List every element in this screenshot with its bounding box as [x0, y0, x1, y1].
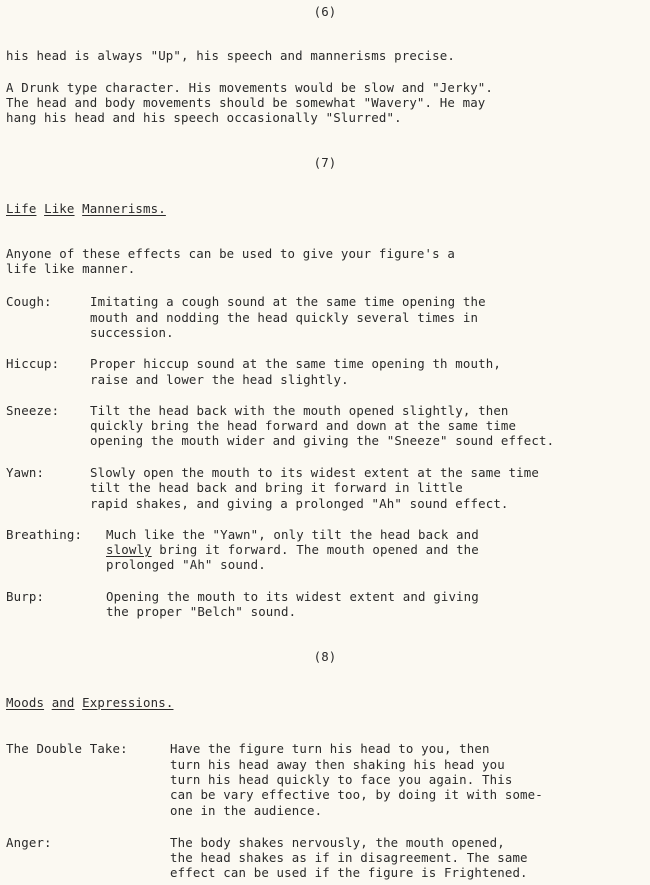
section-number-7: (7) [313, 155, 337, 170]
definition-line: quickly bring the head forward and down at the same time [90, 418, 517, 433]
section-number-8: (8) [313, 649, 337, 664]
definition-line: succession. [90, 325, 174, 340]
term-label-cough: Cough: [6, 294, 52, 309]
definition-line: the head shakes as if in disagreement. The same [170, 850, 528, 865]
heading-word: and [51, 695, 75, 710]
definition-line: Slowly open the mouth to its widest extent at the same time [90, 465, 539, 480]
term-label-sneeze: Sneeze: [6, 403, 60, 418]
term-label-double-take: The Double Take: [6, 741, 128, 756]
definition-line-rest: bring it forward. The mouth opened and the [151, 542, 479, 557]
term-label-yawn: Yawn: [6, 465, 45, 480]
definition-line: The body shakes nervously, the mouth opened, [170, 835, 505, 850]
section-number-6: (6) [313, 4, 337, 19]
definition-line: the proper "Belch" sound. [106, 604, 297, 619]
definition-line: raise and lower the head slightly. [90, 372, 349, 387]
section-heading [6, 201, 166, 217]
definition-line: mouth and nodding the head quickly several times in [90, 310, 479, 325]
definition-line: Tilt the head back with the mouth opened slightly, then [90, 403, 509, 418]
definition-line: prolonged "Ah" sound. [106, 557, 266, 572]
definition-line [106, 542, 479, 558]
definition-line: effect can be used if the figure is Frightened. [170, 865, 528, 880]
paragraph-line: The head and body movements should be somewhat "Wavery". He may [6, 95, 486, 110]
definition-line: Opening the mouth to its widest extent and giving [106, 589, 479, 604]
heading-word: Expressions. [82, 695, 174, 710]
definition-line: Have the figure turn his head to you, then [170, 741, 490, 756]
heading-word: Mannerisms. [82, 201, 166, 216]
definition-line: tilt the head back and bring it forward in little [90, 480, 463, 495]
definition-line: turn his head quickly to face you again. This [170, 772, 513, 787]
emphasized-word: slowly [106, 542, 152, 557]
definition-line: opening the mouth wider and giving the "Sneeze" sound effect. [90, 433, 555, 448]
term-label-breathing: Breathing: [6, 527, 83, 542]
heading-word: Like [44, 201, 75, 216]
term-label-anger: Anger: [6, 835, 52, 850]
intro-line: life like manner. [6, 261, 136, 276]
term-label-hiccup: Hiccup: [6, 356, 60, 371]
definition-line: can be vary effective too, by doing it with some- [170, 787, 543, 802]
definition-line: Imitating a cough sound at the same time opening the [90, 294, 486, 309]
heading-word: Moods [6, 695, 45, 710]
definition-line: one in the audience. [170, 803, 323, 818]
definition-line: rapid shakes, and giving a prolonged "Ah" sound effect. [90, 496, 509, 511]
paragraph-line: A Drunk type character. His movements would be slow and "Jerky". [6, 80, 494, 95]
paragraph-line: hang his head and his speech occasionally "Slurred". [6, 110, 402, 125]
definition-line: Proper hiccup sound at the same time opening th mouth, [90, 356, 501, 371]
paragraph-line: his head is always "Up", his speech and mannerisms precise. [6, 48, 455, 63]
definition-line: turn his head away then shaking his head you [170, 757, 505, 772]
heading-word: Life [6, 201, 37, 216]
section-heading [6, 695, 173, 711]
term-label-burp: Burp: [6, 589, 45, 604]
definition-line: Much like the "Yawn", only tilt the head back and [106, 527, 479, 542]
intro-line: Anyone of these effects can be used to give your figure's a [6, 246, 455, 261]
